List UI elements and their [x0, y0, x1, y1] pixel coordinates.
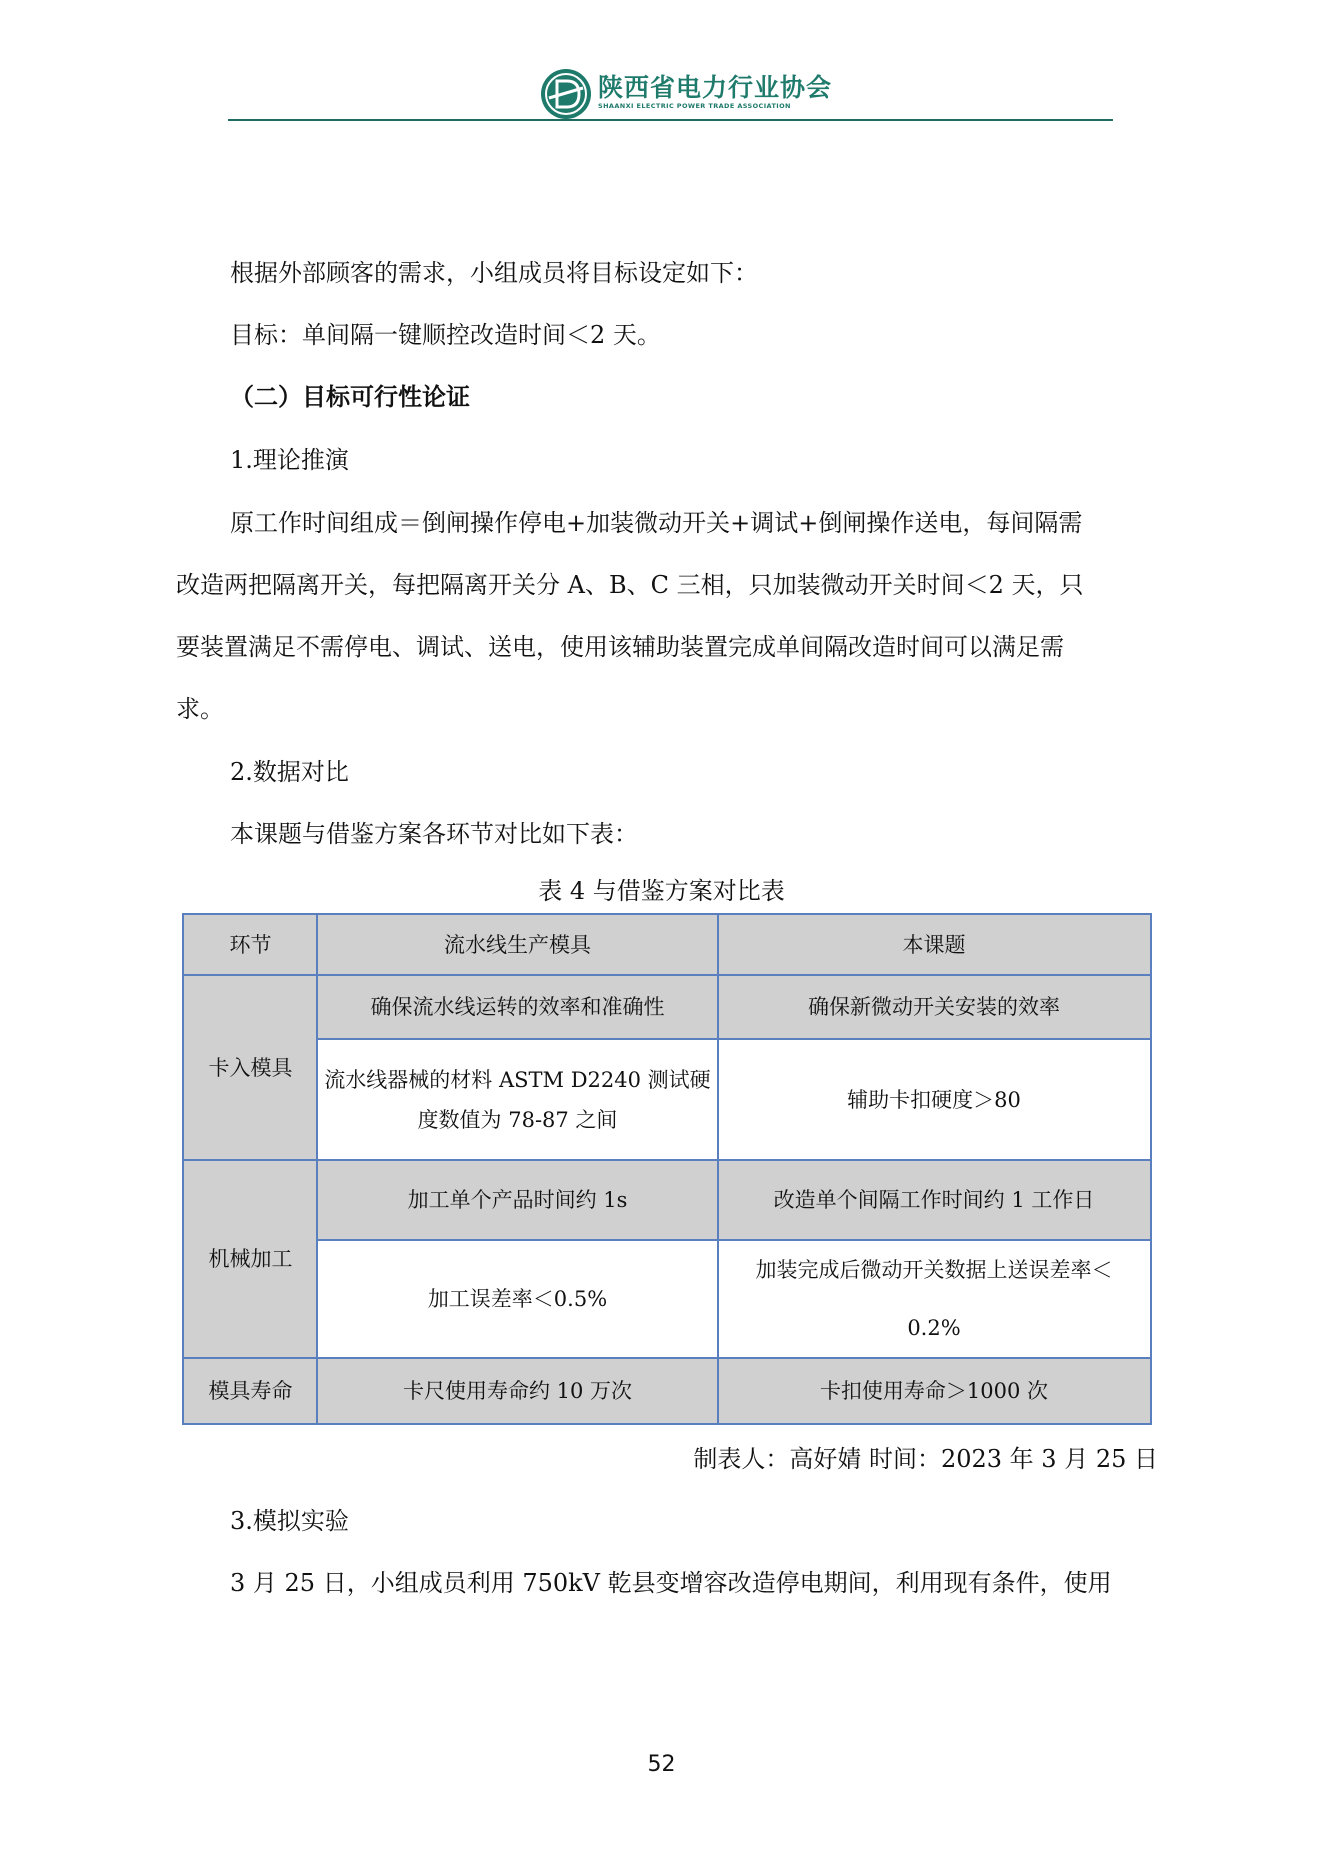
paragraph-theory-line1: 原工作时间组成＝倒闸操作停电+加装微动开关+调试+倒闸操作送电，每间隔需	[230, 509, 1083, 537]
table-cell-line: 0.2%	[907, 1316, 961, 1340]
paragraph-theory-line3: 要装置满足不需停电、调试、送电，使用该辅助装置完成单间隔改造时间可以满足需	[176, 633, 1064, 661]
header-text	[598, 74, 832, 111]
table-gridline	[184, 1159, 1150, 1161]
paragraph-goal-intro: 根据外部顾客的需求，小组成员将目标设定如下：	[230, 259, 758, 287]
table-cell: 确保新微动开关安装的效率	[718, 975, 1150, 1039]
header-divider	[228, 119, 1113, 121]
paragraph-theory-line2: 改造两把隔离开关，每把隔离开关分 A、B、C 三相，只加装微动开关时间＜2 天，只	[176, 571, 1084, 599]
table-header-cell: 环节	[184, 915, 317, 975]
section-heading: （二）目标可行性论证	[230, 383, 470, 411]
org-name-en: SHAANXI ELECTRIC POWER TRADE ASSOCIATION	[598, 102, 791, 110]
table-gridline	[317, 1038, 1150, 1040]
subheading-simulation: 3.模拟实验	[230, 1507, 349, 1535]
table-cell	[317, 1039, 718, 1160]
table-cell: 辅助卡扣硬度＞80	[718, 1039, 1150, 1160]
org-name: 陕西省电力行业协会	[598, 73, 833, 102]
paragraph-simulation: 3 月 25 日，小组成员利用 750kV 乾县变增容改造停电期间，利用现有条件，使用	[230, 1569, 1112, 1597]
table-cell: 确保流水线运转的效率和准确性	[317, 975, 718, 1039]
table-signoff: 制表人：高好婧 时间：2023 年 3 月 25 日	[693, 1445, 1158, 1473]
page-header	[0, 64, 1323, 124]
table-cell-line: 流水线器械的材料 ASTM D2240 测试硬	[324, 1067, 711, 1092]
table-cell: 卡尺使用寿命约 10 万次	[317, 1358, 718, 1423]
subheading-data: 2.数据对比	[230, 758, 349, 786]
association-logo-icon	[540, 68, 592, 120]
table-cell-line: 加装完成后微动开关数据上送误差率＜	[755, 1258, 1113, 1282]
table-caption: 表 4 与借鉴方案对比表	[538, 877, 785, 905]
paragraph-theory-line4: 求。	[176, 695, 224, 723]
table-section-cell: 卡入模具	[184, 975, 317, 1160]
table-header-cell: 流水线生产模具	[317, 915, 718, 975]
comparison-table	[182, 913, 1152, 1425]
page-number: 52	[647, 1752, 676, 1777]
table-section-cell: 模具寿命	[184, 1358, 317, 1423]
table-cell: 加工误差率＜0.5%	[317, 1240, 718, 1358]
paragraph-table-intro: 本课题与借鉴方案各环节对比如下表：	[230, 820, 638, 848]
paragraph-goal: 目标：单间隔一键顺控改造时间＜2 天。	[230, 321, 661, 349]
table-gridline	[184, 974, 1150, 976]
table-gridline	[717, 915, 719, 1423]
table-cell-line: 度数值为 78-87 之间	[417, 1107, 618, 1132]
table-cell: 改造单个间隔工作时间约 1 工作日	[718, 1160, 1150, 1240]
table-gridline	[184, 1357, 1150, 1359]
table-header-cell: 本课题	[718, 915, 1150, 975]
table-gridline	[316, 915, 318, 1423]
table-cell: 加工单个产品时间约 1s	[317, 1160, 718, 1240]
table-section-cell: 机械加工	[184, 1160, 317, 1358]
table-cell: 卡扣使用寿命＞1000 次	[718, 1358, 1150, 1423]
table-gridline	[317, 1239, 1150, 1241]
subheading-theory: 1.理论推演	[230, 446, 349, 474]
table-cell	[718, 1240, 1150, 1358]
